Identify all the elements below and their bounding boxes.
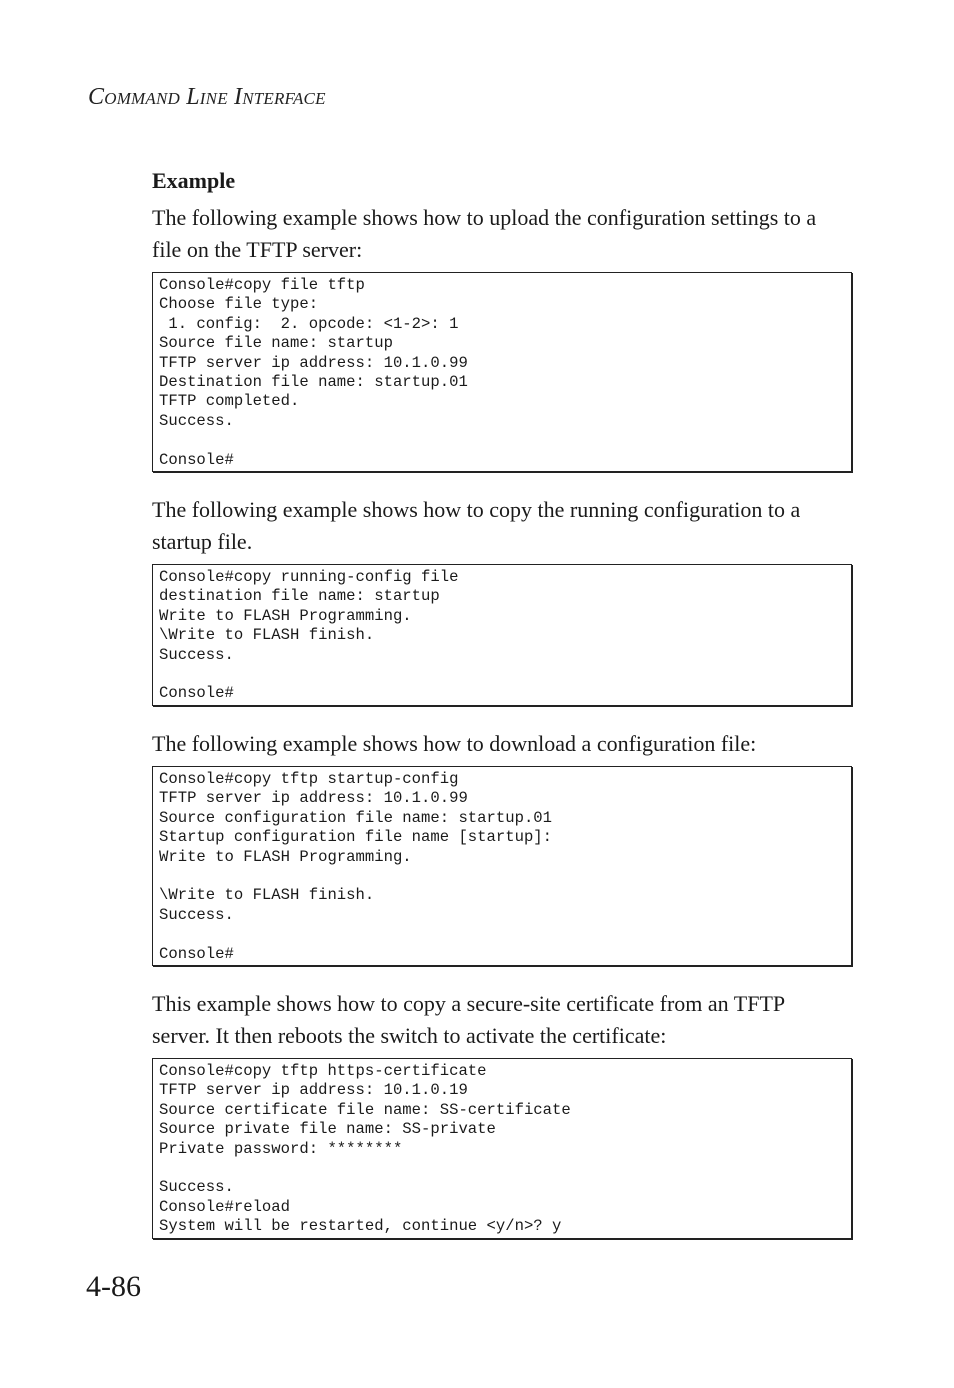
code-line: Destination file name: startup.01	[159, 373, 468, 392]
example-description: The following example shows how to copy the running configuration to a startup file.	[152, 497, 801, 555]
code-line: TFTP server ip address: 10.1.0.99	[159, 353, 468, 372]
code-line: Success.	[159, 905, 234, 924]
code-line: Console#copy file tftp	[159, 276, 365, 294]
example-blocks	[152, 202, 852, 1239]
code-line: \Write to FLASH finish.	[159, 886, 375, 905]
code-line	[159, 1159, 845, 1178]
code-line: Console#copy tftp https-certificate	[159, 1061, 487, 1080]
example-description: This example shows how to copy a secure-site certificate from an TFTP server. It then reboots the switch to activate the certificate:	[152, 990, 785, 1048]
code-line: Console#	[159, 944, 234, 963]
code-line: \Write to FLASH finish.	[159, 626, 375, 645]
code-line: Source certificate file name: SS-certificate	[159, 1100, 571, 1119]
code-line: Console#	[159, 684, 234, 703]
page-number: 4-86	[86, 1270, 141, 1303]
code-line	[159, 867, 845, 886]
code-line	[159, 925, 845, 944]
code-line: TFTP server ip address: 10.1.0.99	[159, 789, 468, 808]
running-header-word-1: COMMAND	[88, 84, 181, 110]
code-line	[159, 431, 845, 450]
code-line: Success.	[159, 1178, 234, 1197]
code-line: Source configuration file name: startup.01	[159, 808, 553, 827]
code-line: Source private file name: SS-private	[159, 1120, 496, 1139]
cli-code-block	[152, 564, 852, 706]
code-line: Private password: ********	[159, 1139, 403, 1158]
code-line: destination file name: startup	[159, 587, 440, 606]
code-line: Console#reload	[159, 1197, 291, 1216]
code-line: System will be restarted, continue <y/n>? y	[159, 1217, 562, 1236]
code-line: Write to FLASH Programming.	[159, 847, 412, 866]
code-line: Console#copy tftp startup-config	[159, 769, 459, 788]
running-header	[88, 84, 326, 111]
code-line: TFTP completed.	[159, 392, 300, 411]
code-line: TFTP server ip address: 10.1.0.19	[159, 1081, 468, 1100]
code-line: Write to FLASH Programming.	[159, 606, 412, 625]
section-heading: Example	[152, 168, 236, 193]
code-line: Success.	[159, 411, 234, 430]
code-line: Choose file type:	[159, 295, 319, 314]
code-line: Startup configuration file name [startup]:	[159, 828, 553, 847]
code-line: Success.	[159, 645, 234, 664]
code-line: 1. config: 2. opcode: <1-2>: 1	[159, 314, 459, 333]
running-header-word-2: LINE	[186, 84, 228, 110]
code-line: Console#copy running-config file	[159, 568, 459, 587]
example-description: The following example shows how to upload the configuration settings to a file on the TFTP server:	[152, 205, 817, 262]
main-content	[152, 166, 852, 1261]
cli-code-block	[152, 272, 852, 472]
example-description: The following example shows how to download a configuration file:	[152, 730, 757, 756]
cli-code-block	[152, 1058, 852, 1239]
code-line: Console#	[159, 450, 234, 469]
code-line	[159, 665, 845, 684]
running-header-word-3: INTERFACE	[233, 84, 326, 110]
code-line: Source file name: startup	[159, 334, 393, 353]
cli-code-block	[152, 766, 852, 966]
